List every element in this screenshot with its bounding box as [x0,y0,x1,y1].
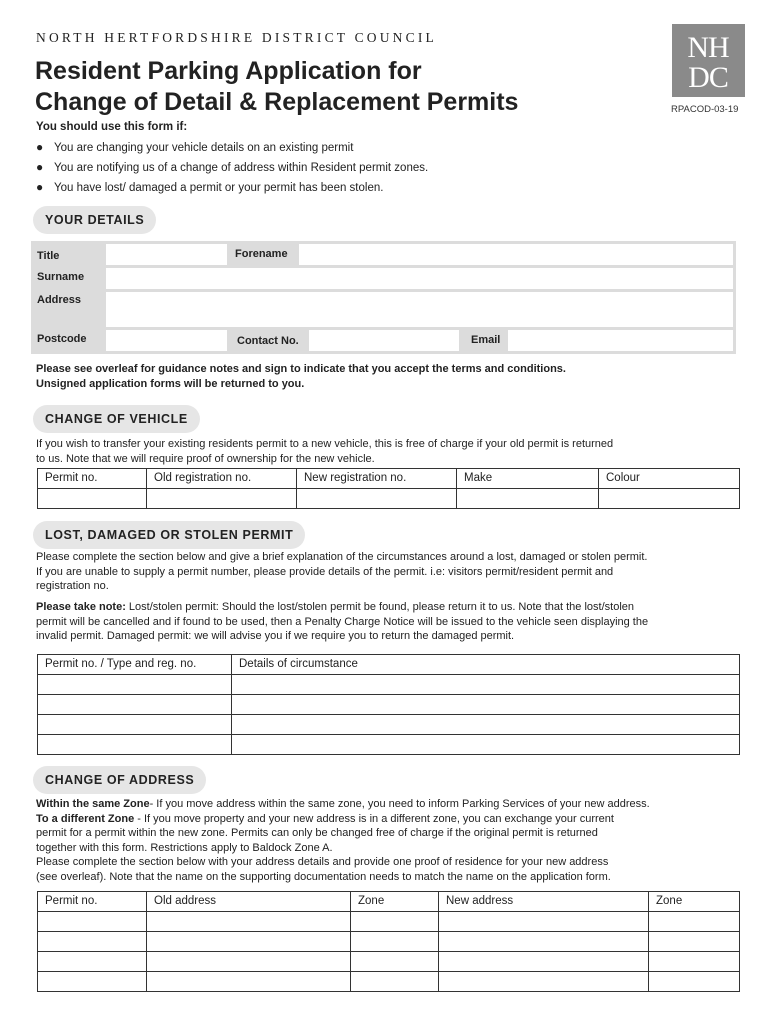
table-row [38,489,740,509]
table-row [38,715,740,735]
postcode-field[interactable] [106,330,227,351]
lost-permit-note: Please take note: Lost/stolen permit: Should the lost/stolen permit be found, please return it to us. Note that the lost/stolen permit will be cancelled and if found to be used, then a Penalty Charge Notice will be issued to the vehicle seen displaying the invalid permit. Damaged permit: we will advise you if we require you to return the damaged permit. [36,601,649,642]
change-vehicle-heading: CHANGE OF VEHICLE [33,405,200,433]
table-header-row [38,469,740,489]
lost-permit-text: Please complete the section below and give a brief explanation of the circumstances around a lost, damaged or stolen permit. If you are unable to supply a permit number, please provide details of the permit. i.e: visitors permit/resident permit and registration no. [36,551,648,592]
table-row [38,735,740,755]
column-header: Details of circumstance [232,655,740,675]
surname-field[interactable] [106,268,733,289]
usage-list [36,141,428,201]
page-title [35,56,518,118]
table-header-row [38,655,740,675]
council-name: NORTH HERTFORDSHIRE DISTRICT COUNCIL [36,30,437,45]
your-details-box [31,241,736,354]
address-label: Address [37,294,82,306]
column-header: Old registration no. [147,469,297,489]
vehicle-table [37,468,740,509]
title-field[interactable] [106,244,227,265]
your-details-heading: YOUR DETAILS [33,206,156,234]
table-row [38,972,740,992]
make-cell[interactable] [457,489,599,509]
change-address-text: Within the same Zone- If you move address within the same zone, you need to inform Parking Services of your new address. To a different Zone - If you move property and your new address is in a different zone, you can exchange your current permit for a permit within the new zone. Permits can only be changed free of charge if the original permit is returned together with this form. Restrictions apply to Baldock Zone A. Please complete the section below with your address details and provide one proof of residence for your new address (see overleaf). Note that the name on the supporting documentation needs to match the name on the application form. [36,798,650,883]
lost-permit-table [37,654,740,755]
column-header: Colour [599,469,740,489]
column-header: Permit no. [38,469,147,489]
svg-text:NH: NH [687,31,729,64]
table-row [38,675,740,695]
change-vehicle-text: If you wish to transfer your existing residents permit to a new vehicle, this is free of charge if your old permit is returned to us. Note that we will require proof of ownership for the new vehicle. [36,438,614,465]
list-item: ● You are notifying us of a change of address within Resident permit zones. [36,160,429,174]
column-header: Permit no. [38,892,147,912]
list-item: ● You are changing your vehicle details on an existing permit [36,140,354,154]
contact-field[interactable] [309,330,459,351]
column-header: Permit no. / Type and reg. no. [38,655,232,675]
column-header: Old address [147,892,351,912]
table-row [38,695,740,715]
change-address-heading: CHANGE OF ADDRESS [33,766,206,794]
use-if-heading: You should use this form if: [36,121,188,133]
lost-permit-heading: LOST, DAMAGED OR STOLEN PERMIT [33,521,305,549]
email-field[interactable] [508,330,733,351]
form-reference: RPACOD-03-19 [671,104,739,115]
postcode-label: Postcode [37,333,87,345]
colour-cell[interactable] [599,489,740,509]
table-header-row [38,892,740,912]
contact-label: Contact No. [237,335,299,347]
forename-field[interactable] [299,244,733,265]
old-reg-cell[interactable] [147,489,297,509]
new-reg-cell[interactable] [297,489,457,509]
column-header: Make [457,469,599,489]
column-header: New address [439,892,649,912]
forename-label: Forename [235,248,288,260]
title-label: Title [37,250,60,262]
table-row [38,932,740,952]
email-label: Email [471,334,501,346]
address-field[interactable] [106,292,733,327]
surname-label: Surname [37,271,85,283]
column-header: Zone [351,892,439,912]
column-header: New registration no. [297,469,457,489]
title-line-2: Change of Detail & Replacement Permits [35,88,519,116]
title-line-1: Resident Parking Application for [35,57,422,85]
permit-no-cell[interactable] [38,489,147,509]
svg-text:DC: DC [688,61,728,94]
table-row [38,912,740,932]
nhdc-logo [672,24,745,97]
list-item: ● You have lost/ damaged a permit or your permit has been stolen. [36,180,384,194]
address-table [37,891,740,992]
terms-note: Please see overleaf for guidance notes and sign to indicate that you accept the terms and conditions. Unsigned application forms will be returned to you. [36,363,566,390]
column-header: Zone [649,892,740,912]
table-row [38,952,740,972]
